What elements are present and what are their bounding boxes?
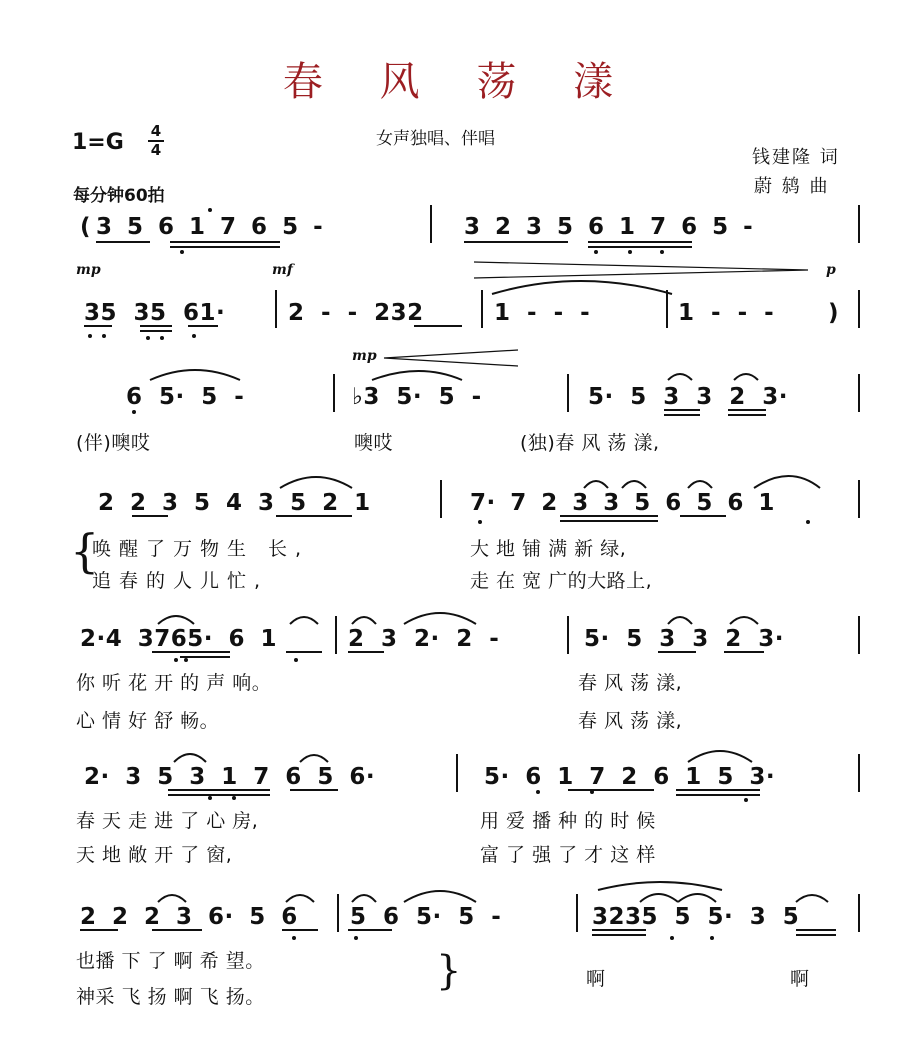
bracket-close: ) xyxy=(828,300,840,326)
lyricist-credit: 钱建隆 词 xyxy=(752,147,840,168)
lyric-row5-verse2-b: 春 风 荡 漾, xyxy=(578,710,683,732)
dynamic-p: p xyxy=(826,262,836,278)
lyric-row3-c: (独)春 风 荡 漾, xyxy=(520,432,660,454)
tempo-marking: 每分钟60拍 xyxy=(73,186,165,206)
lyric-row7-ah-2: 啊 xyxy=(790,968,810,990)
lyric-row5-verse2-a: 心 情 好 舒 畅。 xyxy=(76,710,220,732)
notes-row5-measure2: 2 3 2· 2 - xyxy=(348,626,500,652)
lyric-row4-verse1-b: 大 地 铺 满 新 绿, xyxy=(470,538,627,560)
lyric-row7-verse1-a: 也播 下 了 啊 希 望。 xyxy=(76,950,265,972)
lyric-row6-verse2-b: 富 了 强 了 才 这 样 xyxy=(480,844,656,866)
performance-note: 女声独唱、伴唱 xyxy=(376,129,495,149)
notes-row7-measure1: 2 2 2 3 6· 5 6 xyxy=(80,904,298,930)
lyric-row4-verse2-b: 走 在 宽 广的大路上, xyxy=(470,570,653,592)
lyric-row7-verse2-a: 神采 飞 扬 啊 飞 扬。 xyxy=(76,986,265,1008)
notes-row2-measure3: 1 - - - xyxy=(494,300,591,326)
notes-row1-measure1: 3 5 6 1 7 6 5 - xyxy=(96,214,324,240)
lyric-row3-b: 噢哎 xyxy=(354,432,394,454)
lyric-row4-verse2-a: 追春的人儿忙, xyxy=(92,570,269,592)
lyric-row5-verse1-b: 春 风 荡 漾, xyxy=(578,672,683,694)
composer-credit: 蔚 鸫 曲 xyxy=(754,176,830,197)
notes-row5-measure3: 5· 5 3 3 2 3· xyxy=(584,626,785,652)
notes-row3-measure2: ♭3 5· 5 - xyxy=(352,384,482,410)
notes-row3-measure1: 6 5· 5 - xyxy=(126,384,245,410)
notes-row6-measure1: 2· 3 5 3 1 7 6 5 6· xyxy=(84,764,376,790)
song-title: 春 风 荡 漾 xyxy=(282,59,636,105)
lyric-row6-verse2-a: 天 地 敞 开 了 窗, xyxy=(76,844,233,866)
notes-row4-measure1: 2 2 3 5 4 3 5 2 1 xyxy=(98,490,371,516)
lyric-row4-verse1-a: 唤醒了万物生 长, xyxy=(92,538,310,560)
bracket-open: ( xyxy=(80,214,92,240)
time-signature-bottom: 4 xyxy=(150,141,162,159)
key-signature: 1=G xyxy=(72,130,124,155)
lyric-row6-verse1-b: 用 爱 播 种 的 时 候 xyxy=(480,810,656,832)
verse-brace-close: } xyxy=(436,948,462,994)
lyric-row7-ah-1: 啊 xyxy=(586,968,606,990)
notes-row2-measure4: 1 - - - xyxy=(678,300,775,326)
notes-row6-measure2: 5· 6 1 7 2 6 1 5 3· xyxy=(484,764,776,790)
notes-row4-measure2: 7· 7 2 3 3 5 6 5 6 1 xyxy=(470,490,775,516)
lyric-row5-verse1-a: 你 听 花 开 的 声 响。 xyxy=(76,672,272,694)
notes-row2-measure2: 2 - - 232 xyxy=(288,300,424,326)
time-signature-top: 4 xyxy=(150,122,162,140)
notes-row7-measure3: 3235 5 5· 3 5 xyxy=(592,904,800,930)
dynamic-mp: mp xyxy=(352,348,377,364)
lyric-row6-verse1-a: 春 天 走 进 了 心 房, xyxy=(76,810,259,832)
notes-row1-measure2: 3 2 3 5 6 1 7 6 5 - xyxy=(464,214,754,240)
lyric-row3-a: (伴)噢哎 xyxy=(76,432,151,454)
dynamic-mf: mf xyxy=(272,262,293,278)
notes-row5-measure1: 2·4 3765· 6 1 xyxy=(80,626,278,652)
notes-row7-measure2: 5 6 5· 5 - xyxy=(350,904,502,930)
notes-row2-measure1: 35 35 61· xyxy=(84,300,226,326)
verse-brace: { xyxy=(70,524,100,578)
dynamic-mp: mp xyxy=(76,262,101,278)
notes-row3-measure3: 5· 5 3 3 2 3· xyxy=(588,384,789,410)
